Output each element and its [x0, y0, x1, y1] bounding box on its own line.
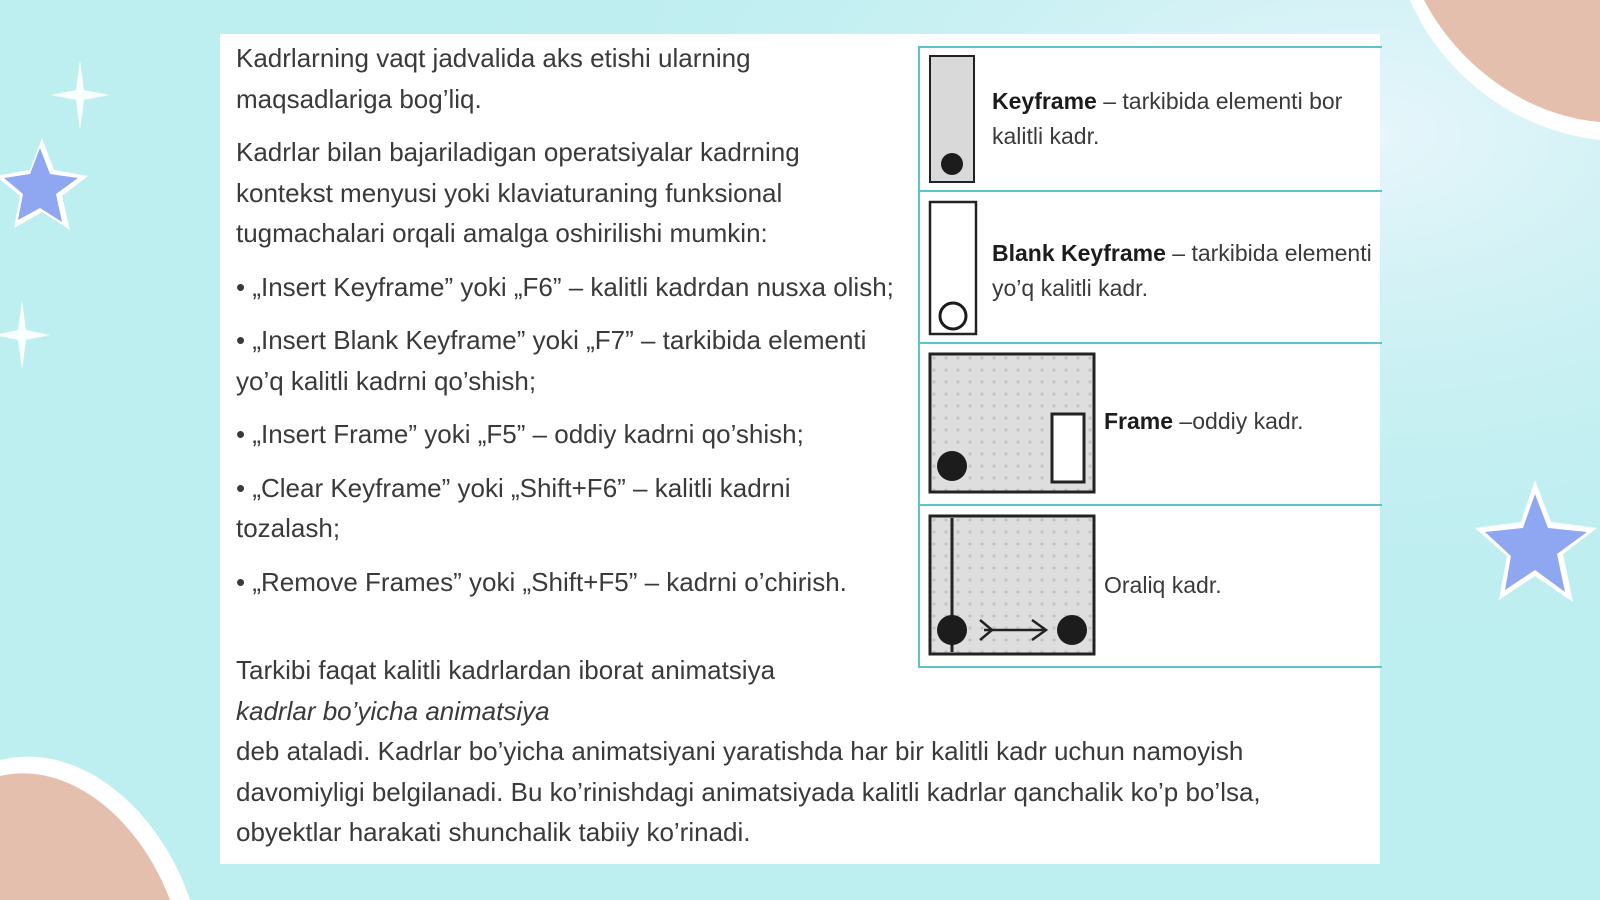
frame-type-separator: –	[1165, 240, 1192, 266]
sparkle-icon	[50, 60, 110, 130]
bullet-item: • „Remove Frames” yoki „Shift+F5” – kadrni o’chirish.	[236, 566, 847, 597]
frame-type-separator: –	[1173, 408, 1193, 434]
star-right-icon	[1475, 470, 1600, 620]
keyframe-icon	[928, 54, 978, 184]
frame-types-panel	[918, 46, 1382, 668]
intro-paragraph: Kadrlarning vaqt jadvalida aks etishi ularning maqsadlariga bog’liq.	[236, 43, 751, 114]
frame-type-text	[992, 84, 1376, 154]
frame-icon	[928, 352, 1096, 494]
bullet-item: • „Insert Keyframe” yoki „F6” – kalitli kadrdan nusxa olish;	[236, 271, 894, 302]
operations-paragraph: Kadrlar bilan bajariladigan operatsiyalar kadrning kontekst menyusi yoki klaviaturaning funksional tugmachalari orqali amalga oshirilishi mumkin:	[236, 137, 800, 248]
closing-italic: kadrlar bo’yicha animatsiya	[236, 695, 550, 726]
frame-type-desc: tarkibida elementi bor kalitli kadr.	[992, 88, 1343, 149]
sparkle-icon	[0, 300, 50, 370]
closing-rest: deb ataladi. Kadrlar bo’yicha animatsiyani yaratishda har bir kalitli kadr uchun namoyish davomiyligi belgilanadi. Bu ko’rinishdagi animatsiyada kalitli kadrlar qanchalik ko’p bo’lsa, obyektlar harakati shunchalik tabiiy ko’rinadi.	[236, 736, 1261, 847]
closing-paragraph	[236, 650, 1366, 853]
frame-type-row	[920, 192, 1382, 344]
frame-type-term: Keyframe	[992, 88, 1097, 114]
content-card	[220, 34, 1380, 864]
bullet-item: • „Clear Keyframe” yoki „Shift+F6” – kalitli kadrni tozalash;	[236, 472, 791, 543]
frame-type-desc: tarkibida elementi yo’q kalitli kadr.	[992, 240, 1372, 301]
frame-type-text	[1104, 568, 1378, 603]
frame-type-text	[1104, 404, 1378, 439]
frame-type-row	[920, 506, 1382, 666]
frame-type-row	[920, 344, 1382, 506]
frame-type-separator: –	[1096, 88, 1123, 114]
main-text	[236, 38, 896, 615]
frame-type-desc: oddiy kadr.	[1192, 408, 1304, 434]
petal-top-right-icon	[1400, 0, 1600, 150]
bullet-item: • „Insert Frame” yoki „F5” – oddiy kadrni qo’shish;	[236, 419, 804, 449]
closing-start: Tarkibi faqat kalitli kadrlardan iborat animatsiya	[236, 655, 776, 685]
frame-type-term: Blank Keyframe	[992, 240, 1166, 266]
frame-type-term: Frame	[1104, 408, 1174, 434]
bullet-item: • „Insert Blank Keyframe” yoki „F7” – tarkibida elementi yo’q kalitli kadrni qo’shish;	[236, 325, 867, 396]
frame-type-desc: Oraliq kadr.	[1104, 572, 1222, 598]
tween-frame-icon	[928, 514, 1096, 656]
petal-bottom-left-icon	[0, 750, 200, 900]
frame-type-text	[992, 236, 1376, 306]
frame-type-row	[920, 48, 1382, 192]
blank-keyframe-icon	[928, 200, 980, 336]
star-left-icon	[0, 130, 95, 240]
